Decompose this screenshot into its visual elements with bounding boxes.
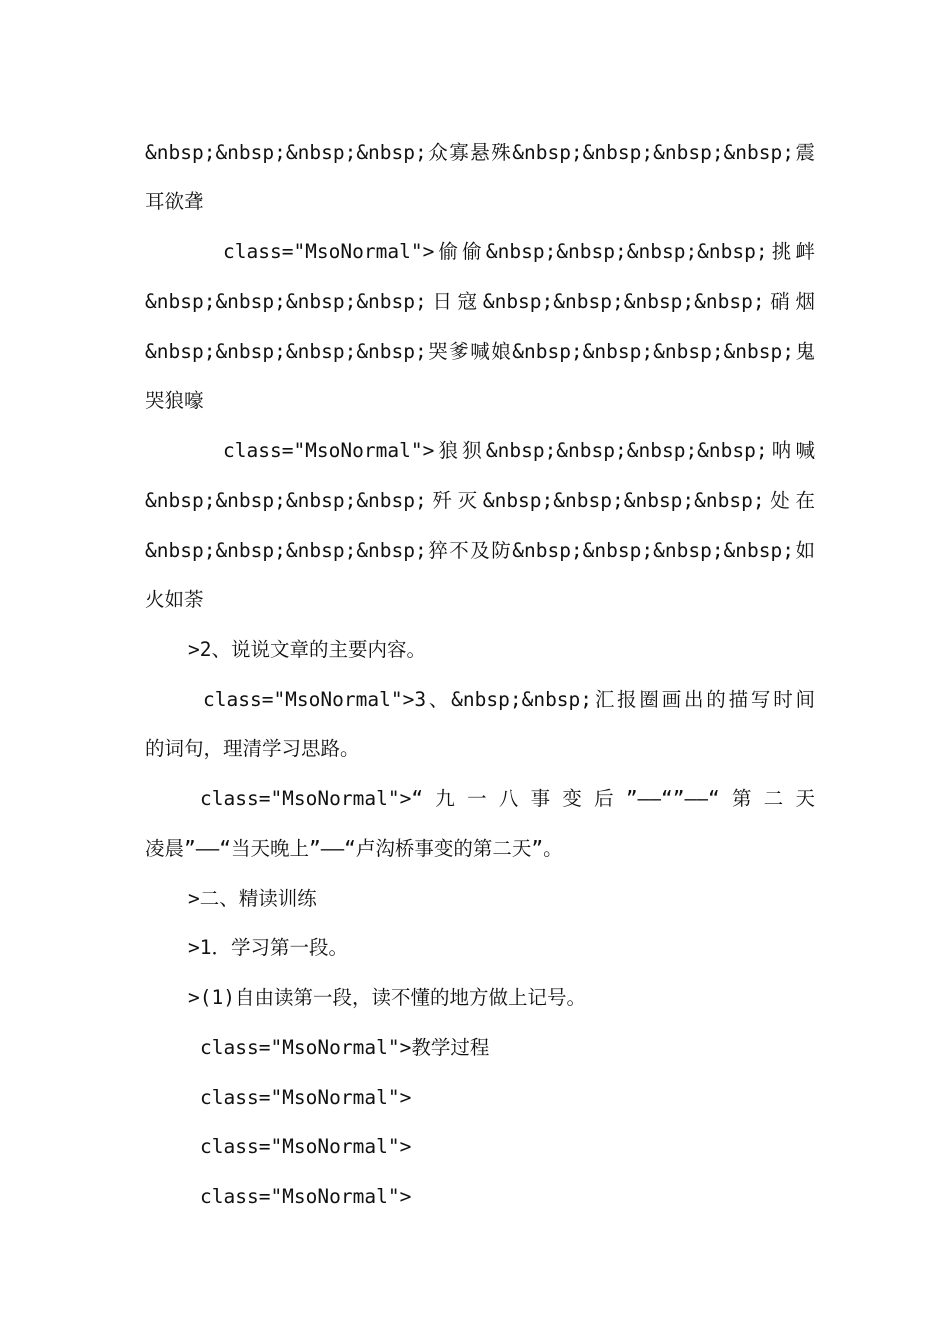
text-line: class="MsoNormal"> [200,1185,412,1208]
text-line: class="MsoNormal">教学过程 [200,1036,490,1059]
text-line: >(1)自由读第一段，读不懂的地方做上记号。 [188,986,586,1009]
text-line: &nbsp;&nbsp;&nbsp;&nbsp;哭爹喊娘&nbsp;&nbsp;&nbsp;&nbsp;鬼 [145,340,815,363]
text-line: &nbsp;&nbsp;&nbsp;&nbsp;猝不及防&nbsp;&nbsp;&nbsp;&nbsp;如 [145,539,815,562]
text-line: >2、说说文章的主要内容。 [188,638,426,661]
text-line: 凌晨”——“当天晚上”——“卢沟桥事变的第二天”。 [145,837,563,860]
text-line: &nbsp;&nbsp;&nbsp;&nbsp;众寡悬殊&nbsp;&nbsp;&nbsp;&nbsp;震 [145,141,815,164]
text-line: &nbsp;&nbsp;&nbsp;&nbsp;歼灭&nbsp;&nbsp;&nbsp;&nbsp;处在 [145,489,815,512]
text-line: 的词句，理清学习思路。 [145,737,360,760]
text-line: class="MsoNormal">“九一八事变后”——“”——“第二天 [200,787,815,810]
text-line: class="MsoNormal"> [200,1086,412,1109]
text-line: class="MsoNormal">3、&nbsp;&nbsp;汇报圈画出的描写时间 [203,688,815,711]
text-line: class="MsoNormal"> [200,1135,412,1158]
text-line: class="MsoNormal">偷偷&nbsp;&nbsp;&nbsp;&nbsp;挑衅 [223,240,815,263]
text-line: 火如荼 [145,588,204,611]
text-line: 耳欲聋 [145,190,204,213]
text-line: >二、精读训练 [188,887,317,910]
text-line: >1．学习第一段。 [188,936,348,959]
text-line: &nbsp;&nbsp;&nbsp;&nbsp;日寇&nbsp;&nbsp;&nbsp;&nbsp;硝烟 [145,290,815,313]
text-line: 哭狼嚎 [145,389,204,412]
text-line: class="MsoNormal">狼狈&nbsp;&nbsp;&nbsp;&nbsp;呐喊 [223,439,815,462]
